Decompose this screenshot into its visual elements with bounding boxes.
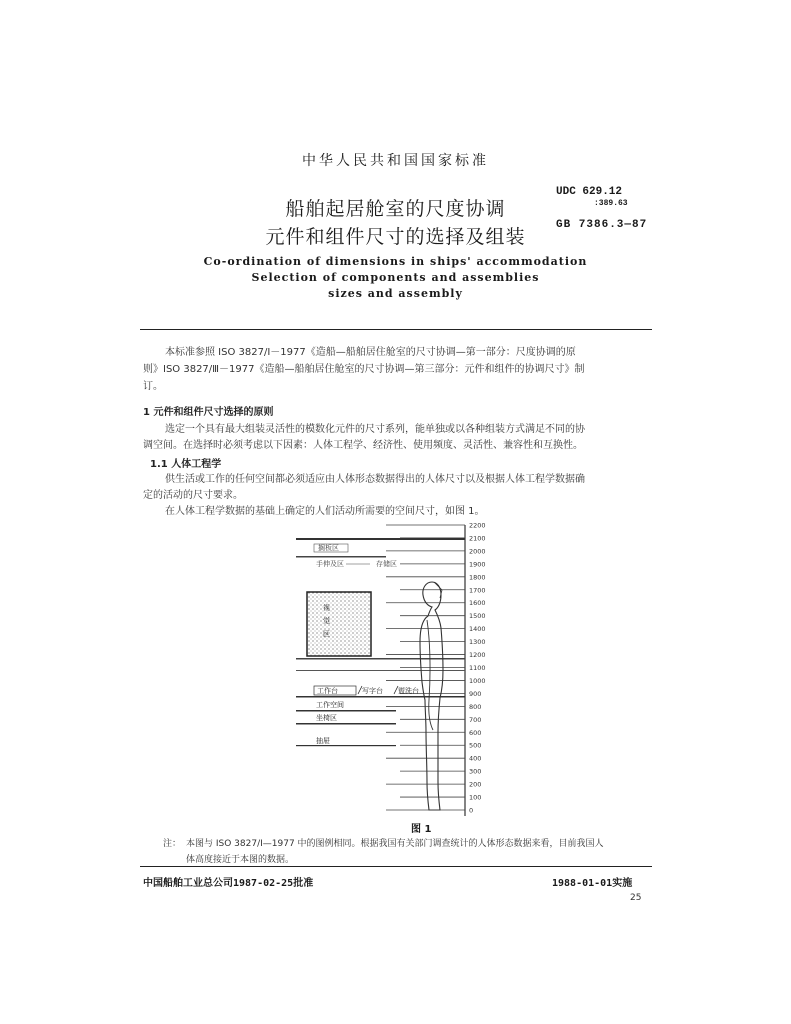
band-seat <box>296 723 396 725</box>
intro-line3: 订。 <box>143 381 163 392</box>
scale-label: 1100 <box>469 664 486 672</box>
implementation-date: 1988-01-01实施 <box>552 878 633 889</box>
band-mid-1 <box>296 658 465 660</box>
title-en-line3: sizes and assembly <box>328 287 463 300</box>
scale-label: 1400 <box>469 625 486 634</box>
scale-label: 400 <box>469 754 482 763</box>
scale-label: 200 <box>469 780 482 789</box>
page-number: 25 <box>630 893 642 903</box>
approval-date: 中国船舶工业总公司1987-02-25批准 <box>143 878 314 889</box>
note-line1: 本图与 ISO 3827/Ⅰ—1977 中的图例相同。根据我国有关部门调查统计的人体形态数据来看，目前我国人 <box>186 839 604 849</box>
section-1-1-title: 1.1 人体工程学 <box>150 459 222 470</box>
figure-caption: 图 1 <box>411 824 432 835</box>
zone-label-low: 抽屉 <box>316 737 330 745</box>
intro-line1: 本标准参照 ISO 3827/Ⅰ－1977《造船—船舶居住舱室的尺寸协调—第一部分：尺度协调的原 <box>165 347 576 358</box>
zone-label-work-c: 盥洗台 <box>398 687 419 695</box>
zone-label-sit: 工作空间 <box>316 701 344 709</box>
scale-label: 2200 <box>469 521 486 530</box>
scale-label: 1800 <box>469 573 486 582</box>
zone-label-window-c: 区 <box>323 630 330 638</box>
scale-label: 600 <box>469 728 482 737</box>
scale-label: 1300 <box>469 638 486 647</box>
figure-ergonomic-diagram <box>280 520 520 820</box>
section-1-title: 1 元件和组件尺寸选择的原则 <box>143 407 274 418</box>
sec11-para-line1: 供生活或工作的任何空间都必须适应由人体形态数据得出的人体尺寸以及根据人体工程学数据确 <box>165 474 585 485</box>
zone-label-seat: 坐椅区 <box>316 714 337 722</box>
scale-label: 2100 <box>469 534 486 543</box>
header-rule <box>140 329 652 330</box>
zone-label-top: 搁板区 <box>318 544 339 552</box>
zone-label-storage: 存储区 <box>376 560 397 568</box>
scale-label: 700 <box>469 715 482 724</box>
scale-label: 1900 <box>469 560 486 569</box>
footer-rule <box>140 866 652 867</box>
scale-label: 800 <box>469 702 482 711</box>
intro-line2: 则》ISO 3827/Ⅲ－1977《造船—船舶居住舱室的尺寸协调—第三部分：元件和组件的协调尺寸》制 <box>143 364 585 375</box>
scale-label: 1500 <box>469 612 486 621</box>
scale-label: 500 <box>469 741 482 750</box>
scale-label: 1600 <box>469 599 486 608</box>
human-arm <box>427 620 433 730</box>
scale-label: 1700 <box>469 586 486 595</box>
title-en-line2: Selection of components and assemblies <box>251 271 540 284</box>
zone-label-work-b: 写字台 <box>362 687 383 695</box>
udc-subcode: :389.63 <box>594 199 628 208</box>
scale-label: 1000 <box>469 676 486 685</box>
gb-code: GB 7386.3—87 <box>556 219 648 231</box>
visual-zone-box <box>307 592 371 656</box>
band-sit <box>296 710 396 712</box>
scale-label: 1200 <box>469 651 486 660</box>
sec1-para-line1: 选定一个具有最大组装灵活性的模数化元件的尺寸系列，能单独或以各种组装方式满足不同的协 <box>165 424 585 435</box>
scale-label: 300 <box>469 767 482 776</box>
scale-label: 900 <box>469 689 482 698</box>
title-en-line1: Co-ordination of dimensions in ships' accommodation <box>203 255 588 268</box>
sec1-para-line2: 调空间。在选择时必须考虑以下因素：人体工程学、经济性、使用频度、灵活性、兼容性和互换性。 <box>143 440 583 451</box>
udc-code: UDC 629.12 <box>556 186 623 198</box>
standard-name: 中华人民共和国国家标准 <box>302 153 489 169</box>
zone-label-work-a: 工作台 <box>317 687 338 695</box>
scale-label: 100 <box>469 793 482 802</box>
sec11-para-line2: 定的活动的尺寸要求。 <box>143 490 243 501</box>
title-cn-line2: 元件和组件尺寸的选择及组装 <box>265 226 526 248</box>
band-top-shelf <box>296 538 465 540</box>
scale-label: 2000 <box>469 547 486 556</box>
sec11-para2: 在人体工程学数据的基础上确定的人们活动所需要的空间尺寸，如图 1。 <box>165 506 485 517</box>
zone-label-window-b: 觉 <box>323 617 330 625</box>
note-line2: 体高度接近于本图的数据。 <box>186 855 295 865</box>
zone-label-window-a: 视 <box>323 604 330 612</box>
band-upper <box>296 556 386 558</box>
note-prefix: 注： <box>163 839 182 849</box>
band-mid-2 <box>296 670 465 671</box>
band-low <box>296 745 396 746</box>
zone-label-reach: 手伸及区 <box>316 560 344 568</box>
scale-label: 0 <box>469 806 474 815</box>
title-cn-line1: 船舶起居舱室的尺度协调 <box>285 198 506 220</box>
